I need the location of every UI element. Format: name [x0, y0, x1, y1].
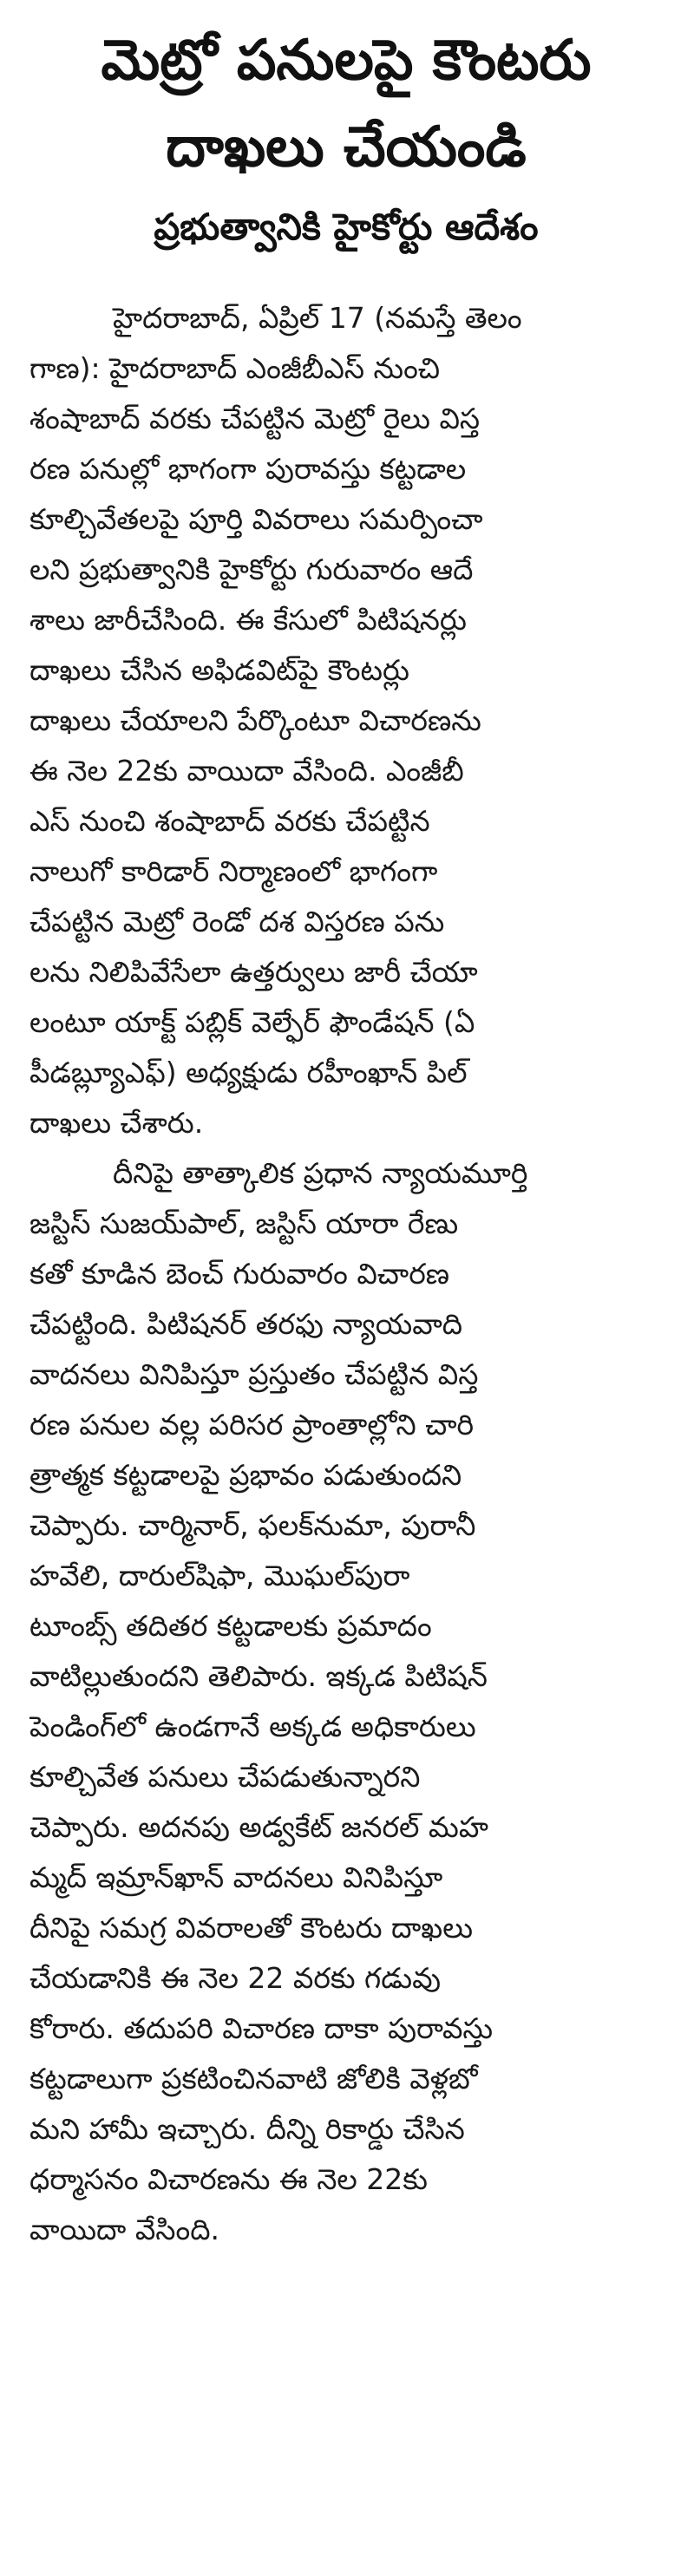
article-line: వాయిదా వేసింది. [29, 2213, 219, 2246]
article-line: లను నిలిపివేసేలా ఉత్తర్వులు జారీ చేయా [29, 955, 478, 989]
article-line: లని ప్రభుత్వానికి హైకోర్టు గురువారం ఆదే [29, 552, 474, 586]
article-line: చేపట్టిన మెట్రో రెండో దశ విస్తరణ పను [29, 905, 445, 938]
article-line: కూల్చివేతలపై పూర్తి వివరాలు సమర్పించా [29, 502, 483, 536]
article-line: కోరారు. తదుపరి విచారణ దాకా పురావస్తు [29, 2011, 493, 2045]
article-line: పీడబ్ల్యూఎఫ్) అధ్యక్షుడు రహీంఖాన్ పిల్ [29, 1056, 468, 1089]
headline-line-2: దాఖలు చేయండి [166, 115, 527, 180]
article-line: కతో కూడిన బెంచ్ గురువారం విచారణ [29, 1257, 450, 1291]
headline-line-1: మెట్రో పనులపై కౌంటరు [101, 29, 592, 93]
article-paragraph-2 [29, 1148, 663, 2255]
article-line: హైదరాబాద్, ఏప్రిల్ 17 (నమస్తే తెలం [113, 301, 522, 335]
article-line: శంషాబాద్ వరకు చేపట్టిన మెట్రో రైలు విస్త [29, 402, 481, 435]
subheadline: ప్రభుత్వానికి హైకోర్టు ఆదేశం [154, 206, 539, 248]
article-line: జస్టిస్ సుజయ్‌పాల్, జస్టిస్ యారా రేణు [29, 1206, 459, 1240]
article-line: మ్మద్ ఇమ్రాన్‌ఖాన్ వాదనలు వినిపిస్తూ [29, 1860, 443, 1894]
headline [29, 17, 663, 191]
article-line: దాఖలు చేసిన అఫిడవిట్‌పై కౌంటర్లు [29, 653, 409, 687]
article-line: చేపట్టింది. పిటిషనర్ తరఫు న్యాయవాది [29, 1307, 463, 1341]
article-body [29, 293, 663, 2255]
article-line: వాటిల్లుతుందని తెలిపారు. ఇక్కడ పిటిషన్ [29, 1659, 488, 1693]
article-line: ఈ నెల 22కు వాయిదా వేసింది. ఎంజీబీ [29, 754, 464, 788]
article-line: చేయడానికి ఈ నెల 22 వరకు గడువు [29, 1961, 442, 1995]
article-paragraph-1 [29, 293, 663, 1148]
article-line: చెప్పారు. అదనపు అడ్వకేట్ జనరల్ మహ [29, 1810, 488, 1844]
article-line: టూంబ్స్ తదితర కట్టడాలకు ప్రమాదం [29, 1609, 432, 1643]
article-line: చెప్పారు. చార్మినార్, ఫలక్‌నుమా, పురానీ [29, 1508, 476, 1542]
article-line: ఎస్ నుంచి శంషాబాద్ వరకు చేపట్టిన [29, 804, 430, 838]
article-line: కూల్చివేత పనులు చేపడుతున్నారని [29, 1760, 421, 1794]
article-line: ధర్మాసనం విచారణను ఈ నెల 22కు [29, 2162, 428, 2196]
article-line: రణ పనుల వల్ల పరిసర ప్రాంతాల్లోని చారి [29, 1408, 475, 1442]
article-line: వాదనలు వినిపిస్తూ ప్రస్తుతం చేపట్టిన విస్త [29, 1357, 479, 1391]
article-line: పెండింగ్‌లో ఉండగానే అక్కడ అధికారులు [29, 1710, 476, 1743]
article-line: నాలుగో కారిడార్ నిర్మాణంలో భాగంగా [29, 854, 438, 888]
article-line: హవేలి, దారుల్‌షిఫా, మొఘల్‌పురా [29, 1559, 410, 1592]
article-line: దీనిపై తాత్కాలిక ప్రధాన న్యాయమూర్తి [113, 1156, 528, 1190]
article-line: దాఖలు చేశారు. [29, 1106, 204, 1140]
article-line: కట్టడాలుగా ప్రకటించినవాటి జోలికి వెళ్లబో [29, 2062, 478, 2095]
article-line: శాలు జారీచేసింది. ఈ కేసులో పిటిషనర్లు [29, 603, 467, 637]
article-line: దాఖలు చేయాలని పేర్కొంటూ విచారణను [29, 703, 481, 737]
article-line: గాణ): హైదరాబాద్ ఎంజీబీఎస్ నుంచి [29, 351, 441, 385]
article-line: మని హామీ ఇచ్చారు. దీన్ని రికార్డు చేసిన [29, 2112, 465, 2146]
article-line: రణ పనుల్లో భాగంగా పురావస్తు కట్టడాల [29, 452, 467, 486]
article-line: త్రాత్మక కట్టడాలపై ప్రభావం పడుతుందని [29, 1458, 462, 1492]
article-line: లంటూ యాక్ట్ పబ్లిక్ వెల్ఫేర్ ఫౌండేషన్ (ఏ [29, 1005, 475, 1039]
article-line: దీనిపై సమగ్ర వివరాలతో కౌంటరు దాఖలు [29, 1911, 474, 1945]
